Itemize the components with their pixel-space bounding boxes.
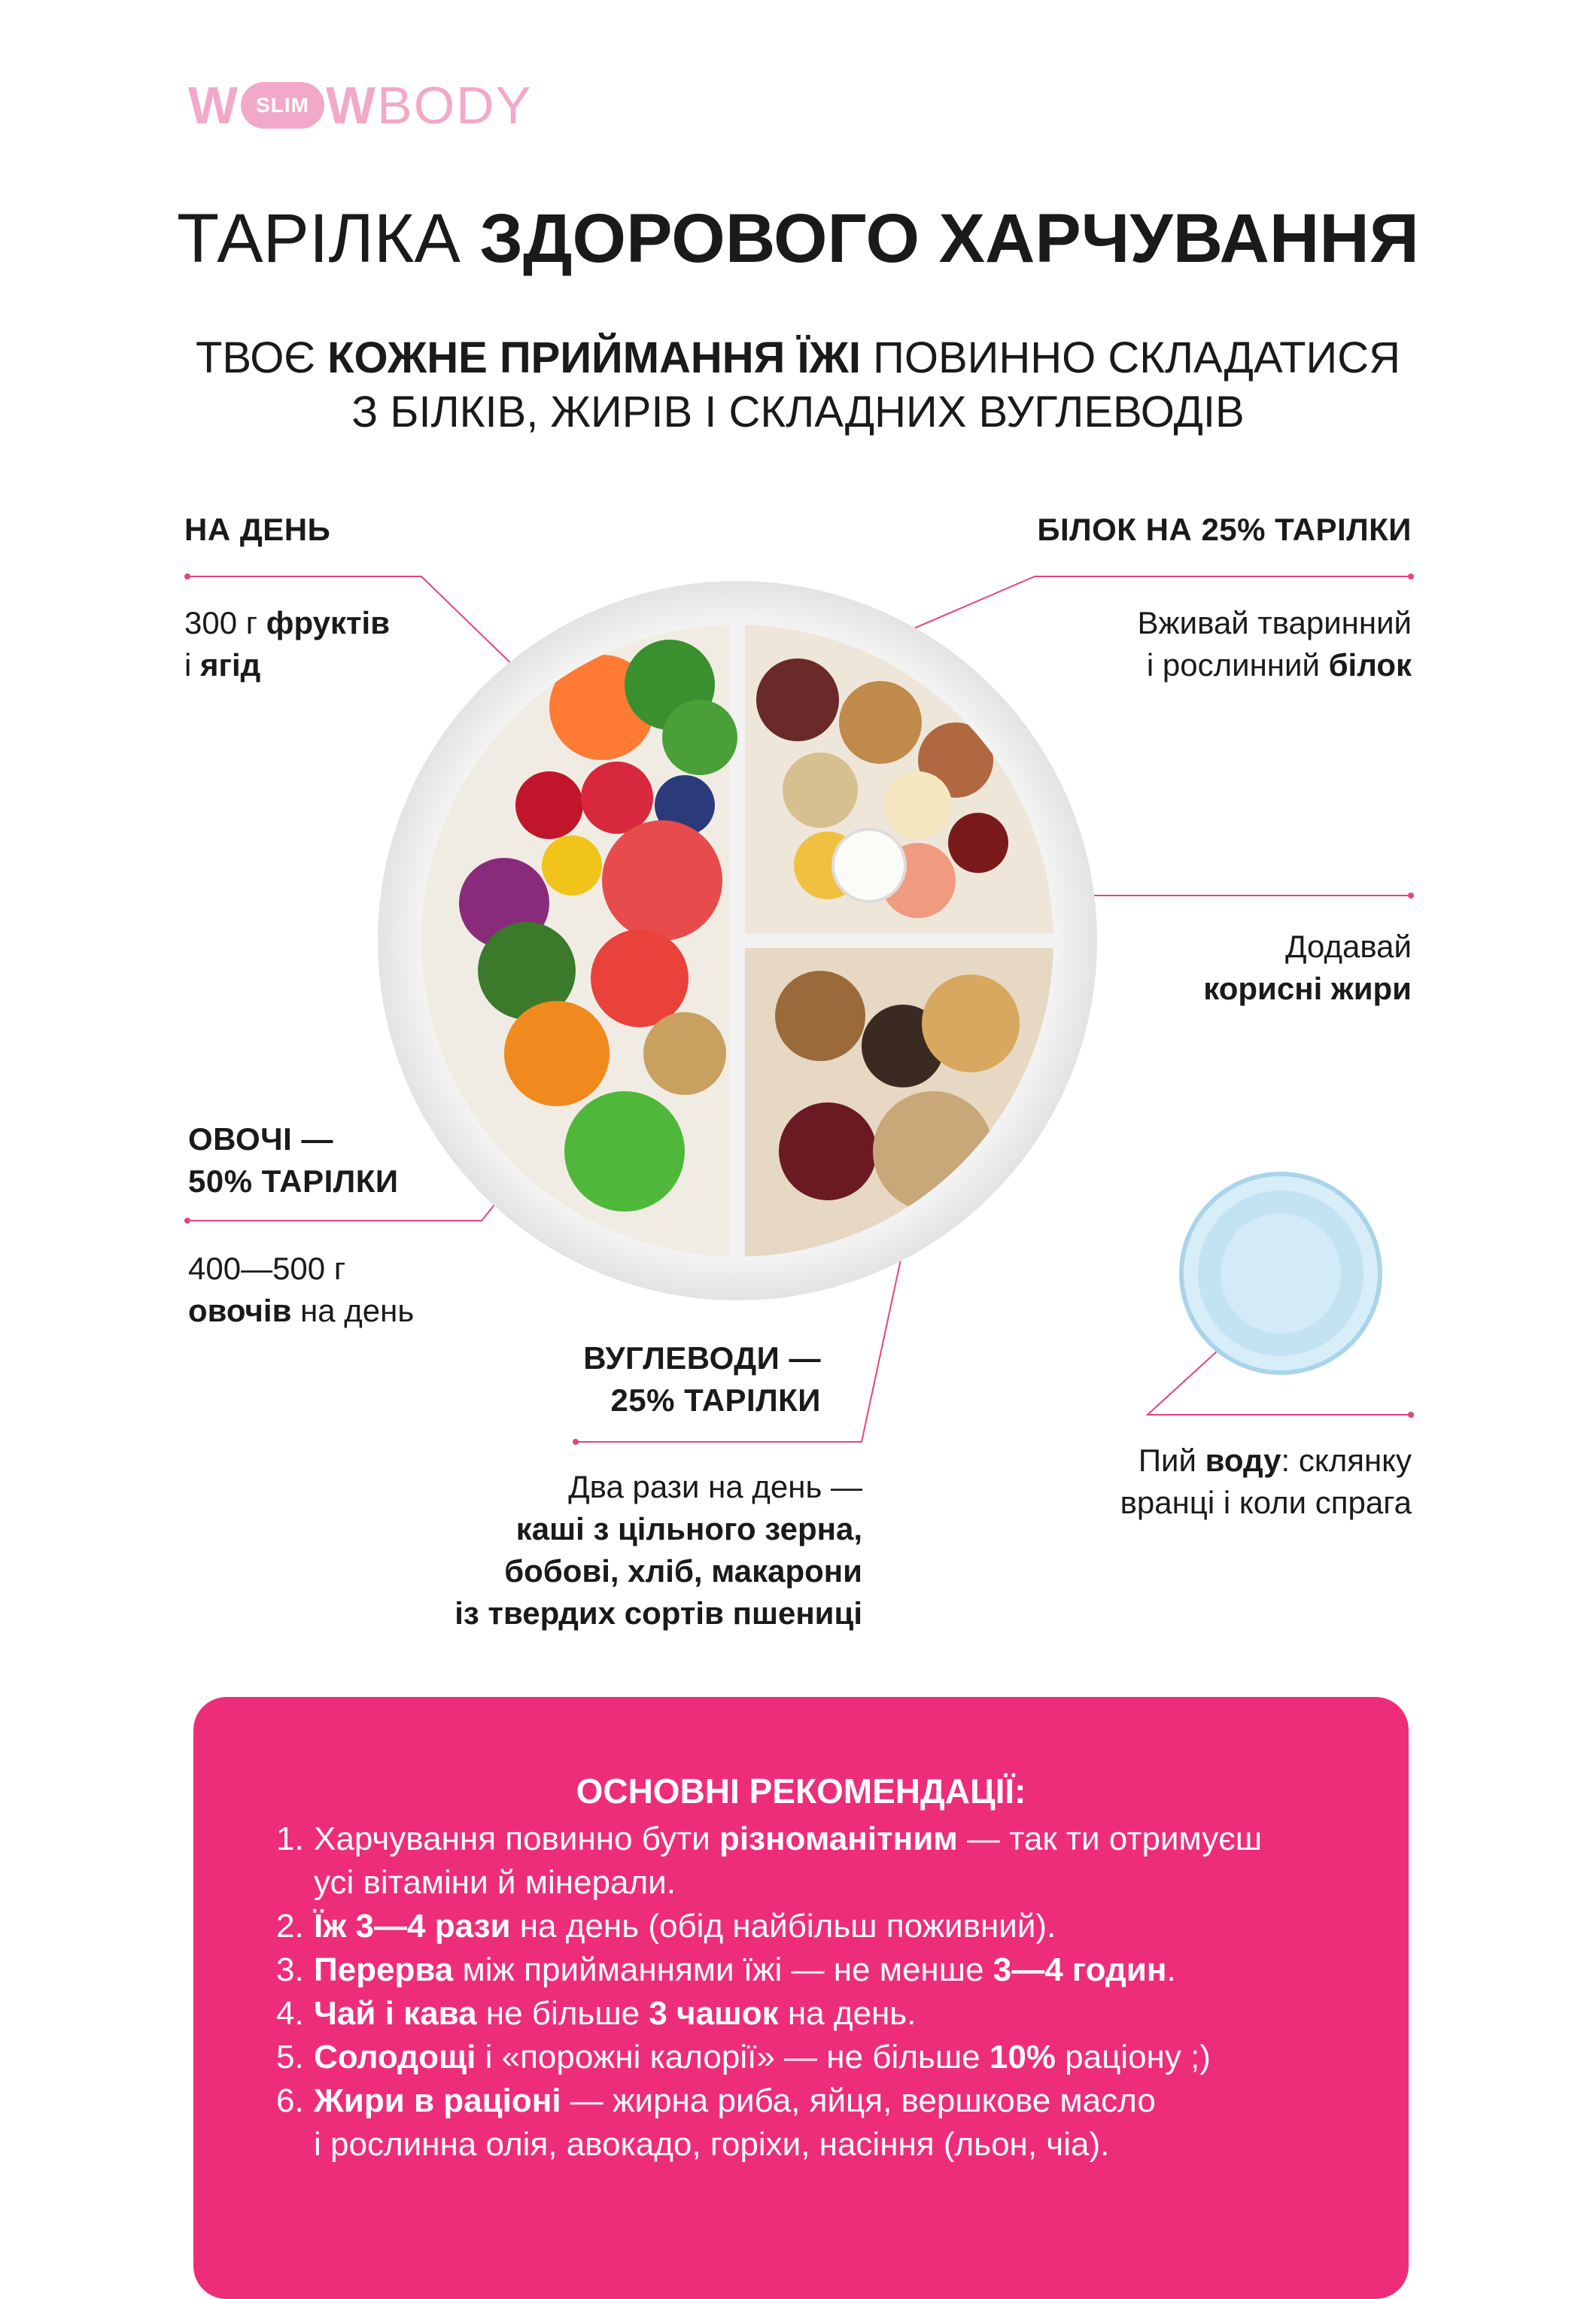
water-line-2: вранці і коли спрага bbox=[1120, 1485, 1412, 1520]
recommendations-list bbox=[276, 1817, 1360, 2167]
water-text-plain: : склянку bbox=[1281, 1443, 1412, 1478]
recommendation-text bbox=[314, 1817, 1262, 1905]
fats-connector-dot bbox=[1408, 893, 1414, 899]
recommendation-text-bold: Солодощі bbox=[314, 2039, 476, 2075]
recommendation-number: 3. bbox=[276, 1951, 304, 1988]
carbs-connector-dot bbox=[573, 1439, 579, 1445]
protein-line-1: Вживай тваринний bbox=[1137, 605, 1412, 640]
recommendation-text bbox=[314, 2036, 1211, 2079]
water-glass-illustration bbox=[1178, 1170, 1385, 1377]
subtitle-text: ТВОЄ bbox=[196, 333, 328, 382]
recommendation-text-plain: на день (обід найбільш поживний). bbox=[510, 1908, 1056, 1945]
protein-text-bold: білок bbox=[1328, 647, 1412, 683]
recommendation-text bbox=[314, 2079, 1156, 2167]
per-day-text-plain: і bbox=[184, 647, 200, 683]
recommendation-item bbox=[276, 1992, 1360, 2036]
per-day-text-bold: фруктів bbox=[266, 605, 391, 640]
water-connector-dot bbox=[1408, 1412, 1414, 1418]
recommendation-text bbox=[314, 1948, 1176, 1992]
recommendation-item bbox=[276, 1817, 1360, 1905]
protein-connector-dot bbox=[1408, 573, 1414, 579]
logo-body: BODY bbox=[377, 76, 533, 135]
recommendation-number: 4. bbox=[276, 1995, 304, 2032]
recommendation-text-plain: між прийманнями їжі — не менше bbox=[453, 1951, 993, 1988]
water-text-bold: воду bbox=[1205, 1443, 1281, 1478]
recommendation-text-bold: Жири в раціоні bbox=[314, 2082, 561, 2119]
recommendation-item bbox=[276, 1905, 1360, 1948]
recommendation-text-bold: різноманітним bbox=[719, 1820, 958, 1857]
recommendation-text-plain: — так ти отримуєш bbox=[957, 1820, 1263, 1857]
logo-letter: W bbox=[188, 76, 240, 135]
fruit-connector-dot bbox=[184, 573, 190, 579]
recommendation-number: 1. bbox=[276, 1820, 304, 1857]
carbs-heading-line: ВУГЛЕВОДИ — bbox=[583, 1340, 821, 1376]
subtitle-text: ПОВИННО СКЛАДАТИСЯ bbox=[861, 333, 1400, 382]
recommendation-text-plain: і «порожні калорії» — не більше bbox=[476, 2039, 990, 2075]
recommendation-text-bold: 3—4 годин bbox=[993, 1951, 1167, 1988]
recommendation-text-plain: не більше bbox=[476, 1995, 649, 2032]
fats-text-bold: корисні жири bbox=[1203, 971, 1412, 1006]
title-bold: ЗДОРОВОГО ХАРЧУВАННЯ bbox=[479, 200, 1419, 277]
carbs-text-bold: із твердих сортів пшениці bbox=[454, 1595, 862, 1631]
logo-letter: W bbox=[325, 76, 378, 135]
recommendation-item bbox=[276, 2079, 1360, 2167]
title-light: ТАРІЛКА bbox=[177, 200, 480, 277]
healthy-plate-illustration bbox=[376, 579, 1099, 1302]
recommendation-text-plain: усі вітаміни й мінерали. bbox=[314, 1864, 676, 1901]
recommendation-text-bold: Їж 3—4 рази bbox=[314, 1908, 511, 1945]
vegetables-heading-line: ОВОЧІ — bbox=[188, 1121, 333, 1157]
recommendation-text-plain: Харчування повинно бути bbox=[314, 1820, 719, 1857]
fats-line-1: Додавай bbox=[1285, 929, 1412, 964]
subtitle-bold: КОЖНЕ ПРИЙМАННЯ ЇЖІ bbox=[327, 333, 862, 382]
vegetables-heading-line: 50% ТАРІЛКИ bbox=[188, 1163, 399, 1199]
carbs-heading-line: 25% ТАРІЛКИ bbox=[610, 1382, 821, 1418]
vegetables-text-bold: овочів bbox=[188, 1293, 292, 1328]
recommendation-number: 5. bbox=[276, 2039, 304, 2075]
recommendation-text bbox=[314, 1992, 916, 2036]
per-day-text-bold: ягід bbox=[200, 647, 261, 683]
yogurt-dip bbox=[833, 829, 905, 902]
protein-text-plain: і рослинний bbox=[1146, 647, 1329, 683]
recommendation-text-bold: Чай і кава bbox=[314, 1995, 477, 2032]
recommendation-text-plain: і рослинна олія, авокадо, горіхи, насіння (льон, чіа). bbox=[314, 2126, 1110, 2163]
recommendation-text-plain: на день. bbox=[778, 1995, 917, 2032]
vegetables-line-1: 400—500 г bbox=[188, 1251, 346, 1286]
protein-heading: БІЛОК НА 25% ТАРІЛКИ bbox=[1037, 512, 1412, 547]
recommendation-text bbox=[314, 1905, 1056, 1948]
recommendation-text-plain: . bbox=[1166, 1951, 1176, 1988]
carbs-text-bold: каші з цільного зерна, bbox=[515, 1511, 862, 1546]
subtitle-line-2: З БІЛКІВ, ЖИРІВ І СКЛАДНИХ ВУГЛЕВОДІВ bbox=[351, 388, 1245, 436]
recommendation-number: 2. bbox=[276, 1908, 304, 1945]
recommendations-title: ОСНОВНІ РЕКОМЕНДАЦІЇ: bbox=[576, 1771, 1026, 1811]
recommendation-text-plain: раціону ;) bbox=[1055, 2039, 1211, 2075]
water-text-plain: Пий bbox=[1138, 1443, 1205, 1478]
recommendation-number: 6. bbox=[276, 2082, 304, 2119]
recommendation-text-bold: 3 чашок bbox=[649, 1995, 779, 2032]
vegetables-text-plain: на день bbox=[291, 1293, 415, 1328]
recommendations-panel bbox=[193, 1697, 1409, 2299]
recommendation-item bbox=[276, 1948, 1360, 1992]
logo-slim-pill: SLIM bbox=[241, 82, 324, 129]
recommendation-item bbox=[276, 2036, 1360, 2079]
recommendation-text-plain: — жирна риба, яйця, вершкове масло bbox=[561, 2082, 1156, 2119]
carbs-text-bold: бобові, хліб, макарони bbox=[504, 1553, 862, 1589]
recommendation-text-bold: Перерва bbox=[314, 1951, 454, 1988]
vegetables-connector-dot bbox=[184, 1218, 190, 1224]
recommendation-text-bold: 10% bbox=[989, 2039, 1056, 2075]
per-day-heading: НА ДЕНЬ bbox=[184, 512, 331, 547]
carbs-line-1: Два рази на день — bbox=[568, 1469, 862, 1504]
per-day-text-plain: 300 г bbox=[184, 605, 266, 640]
